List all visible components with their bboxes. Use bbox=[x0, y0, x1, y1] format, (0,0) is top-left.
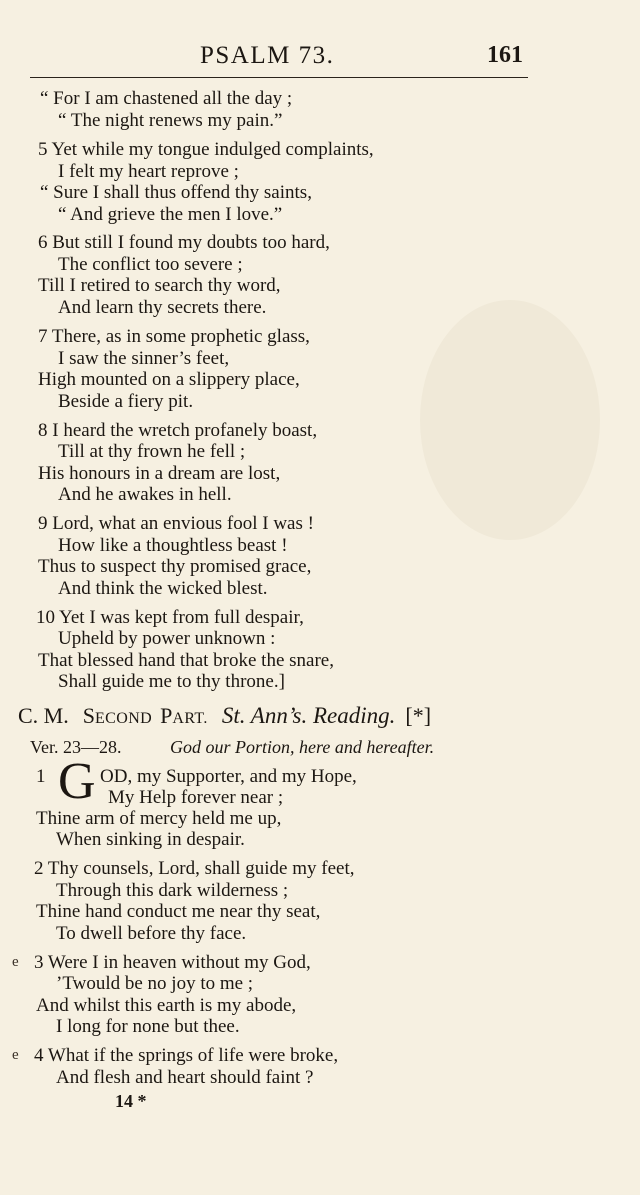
verse-line: 5 Yet while my tongue indulged complaints, bbox=[38, 139, 374, 160]
part-label-cap: P bbox=[160, 703, 173, 728]
verse-line: Till I retired to search thy word, bbox=[38, 275, 281, 296]
section-heading bbox=[18, 703, 431, 732]
margin-mark: e bbox=[12, 954, 19, 970]
verse-line: 4 What if the springs of life were broke, bbox=[34, 1045, 339, 1066]
margin-mark: e bbox=[12, 1047, 19, 1063]
verses-reference: Ver. 23—28. bbox=[30, 737, 122, 757]
verse-line: 2 Thy counsels, Lord, shall guide my feet, bbox=[34, 858, 355, 879]
part-label-small: ART. bbox=[172, 710, 208, 727]
verse-line: And learn thy secrets there. bbox=[58, 297, 267, 318]
paper-stain bbox=[420, 300, 600, 540]
verse-line: OD, my Supporter, and my Hope, bbox=[100, 766, 357, 787]
verse-line: Upheld by power unknown : bbox=[58, 628, 276, 649]
part-label-small: ECOND bbox=[95, 710, 153, 727]
verse-line: “ Sure I shall thus offend thy saints, bbox=[40, 182, 312, 203]
verse-line: Shall guide me to thy throne.] bbox=[58, 671, 285, 692]
page-title: PSALM 73. bbox=[200, 42, 335, 69]
verse-line: 6 But still I found my doubts too hard, bbox=[38, 232, 330, 253]
verse-line: I saw the sinner’s feet, bbox=[58, 348, 230, 369]
verse-line: To dwell before thy face. bbox=[56, 923, 247, 944]
tune-names: St. Ann’s. Reading. bbox=[221, 703, 396, 728]
verse-line: Thus to suspect thy promised grace, bbox=[38, 556, 312, 577]
printer-signature: 14 * bbox=[115, 1091, 147, 1111]
verse-line: And whilst this earth is my abode, bbox=[36, 995, 297, 1016]
verse-line: “ For I am chastened all the day ; bbox=[40, 88, 293, 109]
drop-cap: G bbox=[58, 753, 96, 810]
verse-line: 7 There, as in some prophetic glass, bbox=[38, 326, 310, 347]
page-number: 161 bbox=[487, 42, 523, 68]
verse-line: And he awakes in hell. bbox=[58, 484, 232, 505]
verse-line: My Help forever near ; bbox=[108, 787, 284, 808]
verse-line: How like a thoughtless beast ! bbox=[58, 535, 288, 556]
part-label-cap: S bbox=[82, 703, 95, 728]
bracket-mark: [*] bbox=[405, 703, 432, 728]
verse-line: The conflict too severe ; bbox=[58, 254, 243, 275]
meter-label: C. M. bbox=[18, 703, 69, 728]
verse-line: Thine hand conduct me near thy seat, bbox=[36, 901, 321, 922]
verse-line: 3 Were I in heaven without my God, bbox=[34, 952, 311, 973]
verse-line: Till at thy frown he fell ; bbox=[58, 441, 246, 462]
verse-line: I long for none but thee. bbox=[56, 1016, 240, 1037]
verse-line: 9 Lord, what an envious fool I was ! bbox=[38, 513, 314, 534]
verse-line: And think the wicked blest. bbox=[58, 578, 268, 599]
verse-line: Beside a fiery pit. bbox=[58, 391, 194, 412]
verse-line: When sinking in despair. bbox=[56, 829, 245, 850]
verse-line: “ And grieve the men I love.” bbox=[58, 204, 283, 225]
verse-line: High mounted on a slippery place, bbox=[38, 369, 300, 390]
verse-line: And flesh and heart should faint ? bbox=[56, 1067, 314, 1088]
verse-line: I felt my heart reprove ; bbox=[58, 161, 239, 182]
verse-line: That blessed hand that broke the snare, bbox=[38, 650, 334, 671]
header-rule bbox=[30, 77, 528, 78]
verse-line: Through this dark wilderness ; bbox=[56, 880, 289, 901]
verse-number: 1 bbox=[36, 766, 46, 787]
section-subtitle: God our Portion, here and hereafter. bbox=[170, 737, 435, 757]
verse-line: 8 I heard the wretch profanely boast, bbox=[38, 420, 318, 441]
verse-line: ’Twould be no joy to me ; bbox=[56, 973, 254, 994]
verse-line: His honours in a dream are lost, bbox=[38, 463, 281, 484]
verse-line: “ The night renews my pain.” bbox=[58, 110, 283, 131]
verse-line: 10 Yet I was kept from full despair, bbox=[36, 607, 304, 628]
verse-line: Thine arm of mercy held me up, bbox=[36, 808, 282, 829]
